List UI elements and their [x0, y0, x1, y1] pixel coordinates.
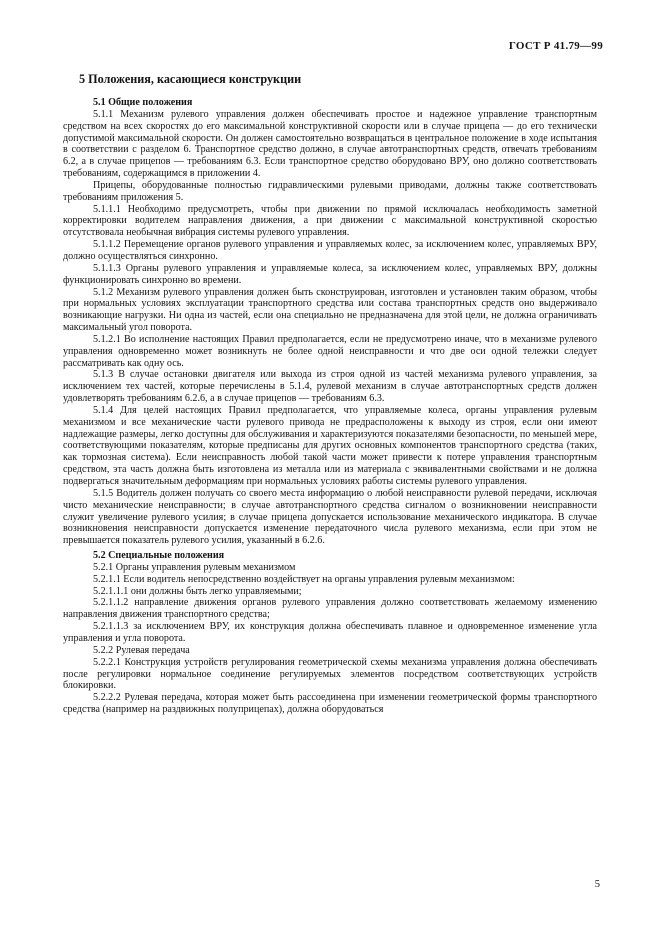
paragraph: 5.2.2.1 Конструкция устройств регулирования геометрической схемы механизма управления должна обеспечивать после регулировки нормальное соединение регулируемых элементов посредством соответствующих устройств блокировки.: [63, 656, 597, 692]
section-title: 5 Положения, касающиеся конструкции: [79, 72, 302, 86]
paragraph: 5.2.1.1 Если водитель непосредственно воздействует на органы управления рулевым механизмом:: [93, 573, 515, 585]
subsection-heading: 5.1 Общие положения: [93, 97, 193, 108]
paragraph: 5.1.4 Для целей настоящих Правил предполагается, что управляемые колеса, органы управления рулевым механизмом и все механические части рулевого привода не предрасположены к выходу из строя, если они имеют надлежащие размеры, легко доступны для обслуживания и характеризуются показателями безопасности, по меньшей мере, соответствующими показателям, которые предписаны для других основных компонентов транспортного средства (таких, как тормозная система). Если неисправность любой такой части может привести к потере управления транспортным средством, эта часть должна быть изготовлена из металла или из материала с эквивалентными свойствами и не должна подвергаться значительным деформациям при нормальных условиях работы системы рулевого управления.: [63, 404, 597, 487]
paragraph: 5.1.2 Механизм рулевого управления должен быть сконструирован, изготовлен и установлен таким образом, чтобы при нормальных условиях эксплуатации транспортного средства или состава транспортных средств оно выдерживало возникающие нагрузки. Ни одна из частей, если она специально не предназначена для этой цели, не должна ограничивать максимальный угол поворота.: [63, 286, 597, 334]
paragraph: 5.2.1 Органы управления рулевым механизмом: [93, 561, 296, 573]
paragraph: 5.1.1.3 Органы рулевого управления и управляемые колеса, за исключением колес, управляемых ВРУ, должны функционировать синхронно во времени.: [63, 262, 597, 286]
document-code: ГОСТ Р 41.79—99: [508, 40, 603, 52]
page-number: 5: [594, 879, 600, 890]
page-content: [63, 68, 597, 716]
paragraph: 5.1.2.1 Во исполнение настоящих Правил предполагается, если не предусмотрено иначе, что в механизме рулевого управления одновременно может возникнуть не более одной неисправности и что две оси одной тележки следует рассматривать как одну ось.: [63, 333, 597, 369]
paragraph: 5.2.2.2 Рулевая передача, которая может быть рассоединена при изменении геометрической формы транспортного средства (например на раздвижных полуприцепах), должна оборудоваться: [63, 692, 597, 716]
paragraph: 5.1.1.1 Необходимо предусмотреть, чтобы при движении по прямой исключалась необходимость заметной корректировки водителем направления движения, а при движении с максимальной конструктивной скоростью отсутствовала необычная вибрация системы рулевого управления.: [63, 203, 597, 239]
paragraph: 5.1.1 Механизм рулевого управления должен обеспечивать простое и надежное управление транспортным средством на всех скоростях до его максимальной конструктивной скорости или в случае прицепа — до его технически допустимой максимальной скорости. Он должен самостоятельно возвращаться в центральное положение в ходе испытания в соответствии с разделом 6. Транспортное средство должно, в случае автотранспортных средств, отвечать требованиям 6.2, а в случае прицепов — требованиям 6.3. Если транспортное средство оборудовано ВРУ, оно должно соответствовать требованиям, содержащимся в приложении 4.: [63, 108, 597, 180]
paragraph: Прицепы, оборудованные полностью гидравлическими рулевыми приводами, должны также соответствовать требованиям приложения 5.: [63, 179, 597, 203]
paragraph: 5.2.1.1.1 они должны быть легко управляемыми;: [93, 585, 302, 597]
paragraph: 5.1.3 В случае остановки двигателя или выхода из строя одной из частей механизма рулевого управления, за исключением тех частей, которые перечислены в 5.1.4, рулевой механизм в случае автотранспортных средств должен удовлетворять требованиям 6.2.6, а в случае прицепов — требованиям 6.3.: [63, 369, 597, 405]
paragraph: 5.2.2 Рулевая передача: [93, 644, 190, 656]
paragraph: 5.1.5 Водитель должен получать со своего места информацию о любой неисправности рулевой передачи, исключая чисто механические неисправности; в случае автотранспортного средства сигналом о возникновении неисправности служит увеличение рулевого усилия; в случае прицепа допускается использование механического индикатора. В случае возникновения неисправности допускается изменение передаточного числа рулевого механизма, если при этом не превышается показатель рулевого усилия, указанный в 6.2.6.: [63, 487, 597, 547]
paragraph: 5.2.1.1.3 за исключением ВРУ, их конструкция должна обеспечивать плавное и одновременное изменение угла управления и угла поворота.: [63, 621, 597, 644]
subsection-heading: 5.2 Специальные положения: [93, 550, 225, 562]
paragraph: 5.2.1.1.2 направление движения органов рулевого управления должно соответствовать желаемому изменению направления движения транспортного средства;: [63, 597, 597, 621]
paragraph: 5.1.1.2 Перемещение органов рулевого управления и управляемых колес, за исключением колес, управляемых ВРУ, должно осуществляться синхронно.: [63, 239, 597, 262]
